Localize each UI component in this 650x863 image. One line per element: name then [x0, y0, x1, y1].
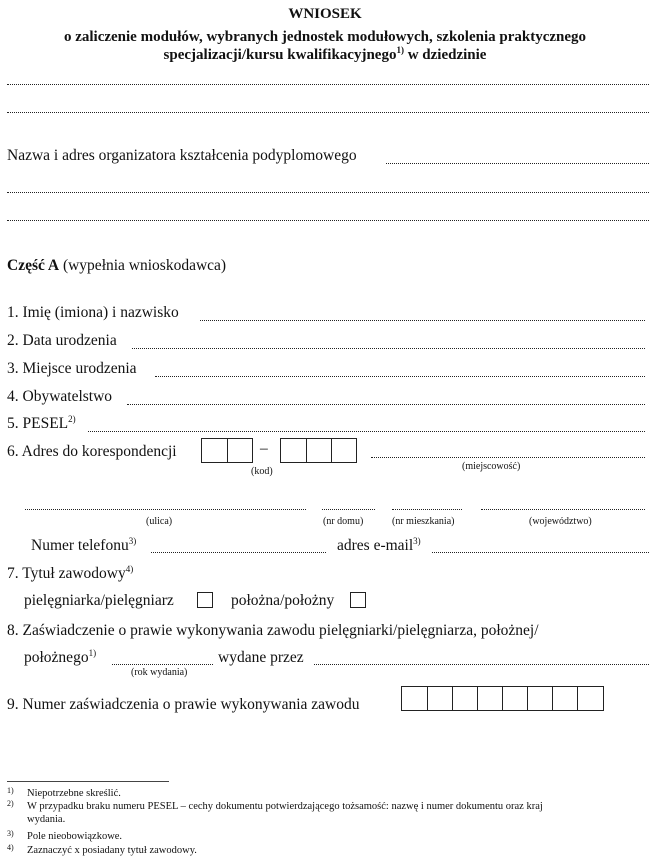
- field-phone[interactable]: [151, 552, 326, 553]
- caption-city: (miejscowość): [462, 461, 521, 472]
- license-number-boxes[interactable]: [401, 686, 604, 711]
- field-license-year[interactable]: [112, 664, 213, 665]
- label-professional-title: 7. Tytuł zawodowy$^{4)}$: [7, 563, 134, 582]
- caption-issue-year: (rok wydania): [131, 667, 188, 678]
- checkbox-midwife[interactable]: [350, 592, 366, 608]
- field-street[interactable]: [25, 509, 306, 510]
- label-nurse: pielęgniarka/pielęgniarz: [24, 592, 174, 609]
- field-city[interactable]: [371, 457, 645, 458]
- caption-voivodeship: (województwo): [529, 516, 592, 527]
- label-midwife: położna/położny: [231, 592, 335, 609]
- footnote-2-num: 2): [7, 799, 14, 808]
- page-title: WNIOSEK: [288, 6, 362, 22]
- organizer-label: Nazwa i adres organizatora kształcenia podyplomowego: [7, 147, 357, 164]
- part-a-heading: Część A (wypełnia wnioskodawca): [7, 257, 227, 274]
- label-license-number: 9. Numer zaświadczenia o prawie wykonywania zawodu: [7, 696, 360, 713]
- label-email: adres e-mail$^{3)}$: [337, 535, 421, 554]
- footnote-4-text: Zaznaczyć x posiadany tytuł zawodowy.: [27, 845, 197, 856]
- field-birth-date[interactable]: [132, 348, 645, 349]
- footnote-1-num: 1): [7, 786, 14, 795]
- label-pesel: 5. PESEL$^{2)}$: [7, 413, 76, 432]
- page-subtitle-line2: specjalizacji/kursu kwalifikacyjnego$^{1)}$ w dziedzinie: [163, 45, 487, 63]
- field-organizer-line3[interactable]: [7, 220, 649, 221]
- checkbox-nurse[interactable]: [197, 592, 213, 608]
- footnote-1-text: Niepotrzebne skreślić.: [27, 788, 121, 799]
- label-address: 6. Adres do korespondencji: [7, 443, 177, 460]
- label-birth-place: 3. Miejsce urodzenia: [7, 360, 137, 377]
- label-issued-by: wydane przez: [218, 649, 304, 666]
- label-license-line2: położnego$^{1)}$: [24, 647, 97, 666]
- field-issued-by[interactable]: [314, 664, 649, 665]
- footnote-2-text: W przypadku braku numeru PESEL – cechy dokumentu potwierdzającego tożsamość: nazwę i numer dokumentu oraz kraj: [27, 801, 543, 812]
- field-organizer-line1[interactable]: [386, 163, 649, 164]
- field-name[interactable]: [200, 320, 645, 321]
- label-phone: Numer telefonu$^{3)}$: [31, 535, 137, 554]
- field-organizer-line2[interactable]: [7, 192, 649, 193]
- field-email[interactable]: [432, 552, 649, 553]
- field-voivodeship[interactable]: [481, 509, 645, 510]
- label-citizenship: 4. Obywatelstwo: [7, 388, 113, 405]
- field-birth-place[interactable]: [155, 376, 645, 377]
- footnote-4-num: 4): [7, 843, 14, 852]
- postal-code-part1[interactable]: [201, 438, 253, 463]
- field-apartment-number[interactable]: [392, 509, 462, 510]
- caption-house-number: (nr domu): [323, 516, 364, 527]
- field-pesel[interactable]: [88, 431, 645, 432]
- postal-code-part2[interactable]: [280, 438, 357, 463]
- postal-code-dash: –: [260, 440, 268, 457]
- label-birth-date: 2. Data urodzenia: [7, 332, 117, 349]
- footnote-separator: [7, 781, 169, 782]
- field-house-number[interactable]: [322, 509, 375, 510]
- label-name: 1. Imię (imiona) i nazwisko: [7, 304, 179, 321]
- footnote-3-num: 3): [7, 829, 14, 838]
- page-subtitle-line1: o zaliczenie modułów, wybranych jednostek modułowych, szkolenia praktycznego: [63, 29, 587, 45]
- footnote-2-text-cont: wydania.: [27, 814, 66, 825]
- caption-postal-code: (kod): [251, 466, 273, 477]
- field-domain-line2[interactable]: [7, 112, 649, 113]
- caption-apartment-number: (nr mieszkania): [392, 516, 455, 527]
- caption-street: (ulica): [146, 516, 173, 527]
- label-license: 8. Zaświadczenie o prawie wykonywania zawodu pielęgniarki/pielęgniarza, położnej/: [7, 622, 539, 639]
- field-citizenship[interactable]: [127, 404, 645, 405]
- field-domain-line1[interactable]: [7, 84, 649, 85]
- footnote-3-text: Pole nieobowiązkowe.: [27, 831, 123, 842]
